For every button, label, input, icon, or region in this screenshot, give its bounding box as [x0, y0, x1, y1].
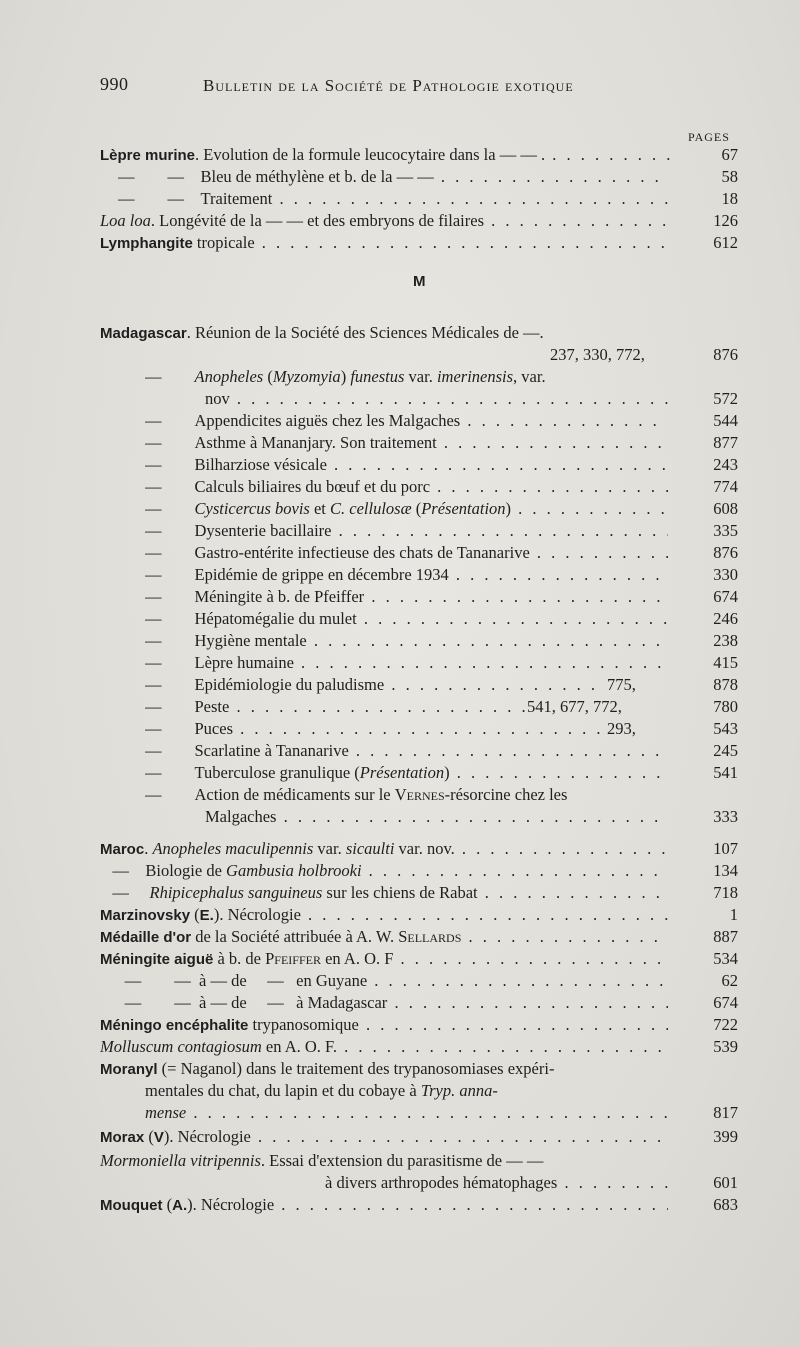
- entry-page-number: 722: [713, 1015, 738, 1034]
- index-entry-madagascar-peste: [145, 696, 738, 718]
- entry-text: — Asthme à Mananjary. Son traitement . . .: [145, 432, 668, 454]
- index-entry-madagascar-lepre: [145, 652, 738, 674]
- index-entry-maroc-gambusia: [100, 860, 738, 882]
- index-entry-lepre-murine-formule: [100, 144, 738, 166]
- entry-text: — Epidémie de grippe en décembre 1934 . . .: [145, 564, 668, 586]
- entry-page-number: 1: [729, 905, 738, 924]
- index-entry-lymphangite: [100, 232, 738, 254]
- entry-text: — Hygiène mentale . . .: [145, 630, 668, 652]
- entry-text: mense . . .: [145, 1102, 668, 1124]
- entry-page-number: 415: [713, 653, 738, 672]
- entry-page-number: 572: [713, 389, 738, 408]
- entry-text: — Anopheles (Myzomyia) funestus var. imerinensis, var.: [145, 367, 546, 386]
- entry-text: Malgaches . . .: [205, 806, 668, 828]
- entry-text: — Dysenterie bacillaire . . .: [145, 520, 668, 542]
- entry-text: Mormoniella vitripennis. Essai d'extension du parasitisme de — —: [100, 1151, 544, 1170]
- page-number: 990: [100, 74, 129, 94]
- entry-page-number: 544: [713, 411, 738, 430]
- entry-page-number: 541: [713, 763, 738, 782]
- index-entry-madagascar-grippe: [145, 564, 738, 586]
- index-entry-moranyl-3: [145, 1102, 738, 1124]
- entry-text: Méningo encéphalite trypanosomique . . .: [100, 1014, 668, 1037]
- entry-text: — Action de médicaments sur le Vernes-résorcine chez les: [145, 785, 568, 804]
- entry-text: — Appendicites aiguës chez les Malgaches . . .: [145, 410, 668, 432]
- entry-page-number: 774: [713, 477, 738, 496]
- index-entry-mormoniella-2: [325, 1172, 738, 1194]
- entry-text: — Scarlatine à Tananarive . . .: [145, 740, 668, 762]
- entry-text: Mouquet (A.). Nécrologie . . .: [100, 1194, 668, 1217]
- index-entry-maroc-rhipicephalus: [100, 882, 738, 904]
- entry-text: — — Bleu de méthylène et b. de la — — . . .: [118, 166, 668, 188]
- entry-page-number: 330: [713, 565, 738, 584]
- entry-text: Maroc. Anopheles maculipennis var. sicaulti var. nov. . . .: [100, 838, 668, 861]
- entry-page-number: 67: [721, 145, 738, 164]
- entry-text: Lymphangite tropicale . . .: [100, 232, 668, 255]
- entry-text: nov . . .: [205, 388, 668, 410]
- index-entry-madagascar-action-cont: [205, 806, 738, 828]
- index-entry-madagascar-appendicites: [145, 410, 738, 432]
- index-entry-meningite-pfeiffer: [100, 948, 738, 970]
- index-entry-madagascar-gastro: [145, 542, 738, 564]
- index-entry-madagascar-action: [145, 784, 670, 806]
- index-entry-moranyl: [100, 1058, 670, 1080]
- entry-page-number: 683: [713, 1195, 738, 1214]
- entry-text: Morax (V). Nécrologie . . .: [100, 1126, 668, 1149]
- entry-page-number: 399: [713, 1127, 738, 1146]
- entry-page-number: 817: [713, 1103, 738, 1122]
- entry-text: 237, 330, 772,: [550, 345, 645, 364]
- index-entry-madagascar-reunion-pages: [550, 344, 738, 366]
- entry-page-number: 58: [721, 167, 738, 186]
- entry-page-number: 878: [713, 675, 738, 694]
- index-entry-mormoniella: [100, 1150, 670, 1172]
- entry-page-number: 534: [713, 949, 738, 968]
- entry-page-number: 134: [713, 861, 738, 880]
- entry-text: — Hépatomégalie du mulet . . .: [145, 608, 668, 630]
- entry-text: — — Traitement . . .: [118, 188, 668, 210]
- entry-page-number: 18: [721, 189, 738, 208]
- entry-page-number: 539: [713, 1037, 738, 1056]
- index-entry-lepre-murine-bleu: [118, 166, 738, 188]
- index-entry-madagascar-reunion: [100, 322, 670, 344]
- index-entry-madagascar-cysticercus: [145, 498, 738, 520]
- pages-column-heading: PAGES: [688, 130, 730, 144]
- index-entry-madagascar-anopheles: [145, 366, 670, 388]
- entry-text: — Puces . . .: [145, 718, 605, 740]
- entry-text: — — à — de — en Guyane . . .: [100, 970, 668, 992]
- entry-text: à divers arthropodes hématophages . . .: [325, 1172, 668, 1194]
- entry-page-number: 335: [713, 521, 738, 540]
- entry-page-refs: 775,: [607, 675, 636, 694]
- entry-page-number: 107: [713, 839, 738, 858]
- entry-page-number: 238: [713, 631, 738, 650]
- entry-page-number: 718: [713, 883, 738, 902]
- index-entry-medaille: [100, 926, 738, 948]
- entry-text: — Gastro-entérite infectieuse des chats de Tananarive . . .: [145, 542, 668, 564]
- index-entry-madagascar-bilharziose: [145, 454, 738, 476]
- entry-page-number: 674: [713, 587, 738, 606]
- entry-page-number: 243: [713, 455, 738, 474]
- index-entry-madagascar-tuberculose: [145, 762, 738, 784]
- entry-text: — Lèpre humaine . . .: [145, 652, 668, 674]
- index-entry-morax: [100, 1126, 738, 1148]
- entry-text: — Bilharziose vésicale . . .: [145, 454, 668, 476]
- entry-text: — — à — de — à Madagascar . . .: [100, 992, 668, 1014]
- index-entry-madagascar-puces: [145, 718, 738, 740]
- entry-page-number: 887: [713, 927, 738, 946]
- entry-page-number: 543: [713, 719, 738, 738]
- entry-text: Médaille d'or de la Société attribuée à A. W. Sellards . . .: [100, 926, 668, 949]
- index-entry-meningite-madagascar: [100, 992, 738, 1014]
- index-entry-madagascar-scarlatine: [145, 740, 738, 762]
- entry-page-number: 780: [713, 697, 738, 716]
- index-entry-madagascar-hygiene: [145, 630, 738, 652]
- entry-page-number: 333: [713, 807, 738, 826]
- entry-text: — Epidémiologie du paludisme . . .: [145, 674, 605, 696]
- index-entry-madagascar-asthme: [145, 432, 738, 454]
- index-entry-madagascar-anopheles-nov: [205, 388, 738, 410]
- index-entry-moranyl-2: [145, 1080, 670, 1102]
- entry-page-refs: 293,: [607, 719, 636, 738]
- entry-text: Loa loa. Longévité de la — — et des embryons de filaires . . .: [100, 210, 668, 232]
- entry-text: — Méningite à b. de Pfeiffer . . .: [145, 586, 668, 608]
- journal-title: Bulletin de la Société de Pathologie exotique: [203, 76, 574, 95]
- entry-page-refs: 541, 677, 772,: [527, 697, 622, 716]
- entry-page-number: 246: [713, 609, 738, 628]
- index-entry-marzinovsky: [100, 904, 738, 926]
- index-entry-loa-loa: [100, 210, 738, 232]
- entry-text: mentales du chat, du lapin et du cobaye à Tryp. anna-: [145, 1081, 498, 1100]
- entry-page-number: 674: [713, 993, 738, 1012]
- index-entry-madagascar-paludisme: [145, 674, 738, 696]
- entry-text: — Cysticercus bovis et C. cellulosæ (Présentation) . . .: [145, 498, 668, 520]
- entry-text: Madagascar. Réunion de la Société des Sciences Médicales de —.: [100, 323, 544, 342]
- entry-page-number: 601: [713, 1173, 738, 1192]
- entry-page-number: 876: [713, 543, 738, 562]
- entry-page-number: 126: [713, 211, 738, 230]
- index-entry-meningite-guyane: [100, 970, 738, 992]
- index-entry-molluscum: [100, 1036, 738, 1058]
- entry-text: — Biologie de Gambusia holbrooki . . .: [100, 860, 668, 882]
- index-entry-madagascar-calculs: [145, 476, 738, 498]
- index-entry-madagascar-meningite: [145, 586, 738, 608]
- entry-page-number: 62: [721, 971, 738, 990]
- index-entry-madagascar-hepatomegalie: [145, 608, 738, 630]
- entry-text: — Tuberculose granulique (Présentation) . . .: [145, 762, 668, 784]
- entry-page-number: 245: [713, 741, 738, 760]
- index-entry-maroc-anopheles: [100, 838, 738, 860]
- index-entry-mouquet: [100, 1194, 738, 1216]
- index-entry-meningo-encephalite: [100, 1014, 738, 1036]
- entry-text: Méningite aiguë à b. de Pfeiffer en A. O. F . . .: [100, 948, 668, 971]
- entry-page-number: 876: [713, 345, 738, 364]
- entry-text: Lèpre murine. Evolution de la formule leucocytaire dans la — — . . . .: [100, 144, 670, 167]
- section-letter: M: [413, 273, 426, 290]
- entry-page-number: 608: [713, 499, 738, 518]
- index-entry-madagascar-dysenterie: [145, 520, 738, 542]
- index-entry-lepre-murine-traitement: [118, 188, 738, 210]
- entry-text: Molluscum contagiosum en A. O. F. . . .: [100, 1036, 668, 1058]
- entry-text: — Rhipicephalus sanguineus sur les chiens de Rabat . . .: [100, 882, 668, 904]
- entry-page-number: 612: [713, 233, 738, 252]
- entry-page-number: 877: [713, 433, 738, 452]
- entry-text: Marzinovsky (E.). Nécrologie . . .: [100, 904, 668, 927]
- entry-text: — Peste . . .: [145, 696, 525, 718]
- entry-text: Moranyl (= Naganol) dans le traitement des trypanosomiases expéri-: [100, 1059, 555, 1078]
- entry-text: — Calculs biliaires du bœuf et du porc . . .: [145, 476, 668, 498]
